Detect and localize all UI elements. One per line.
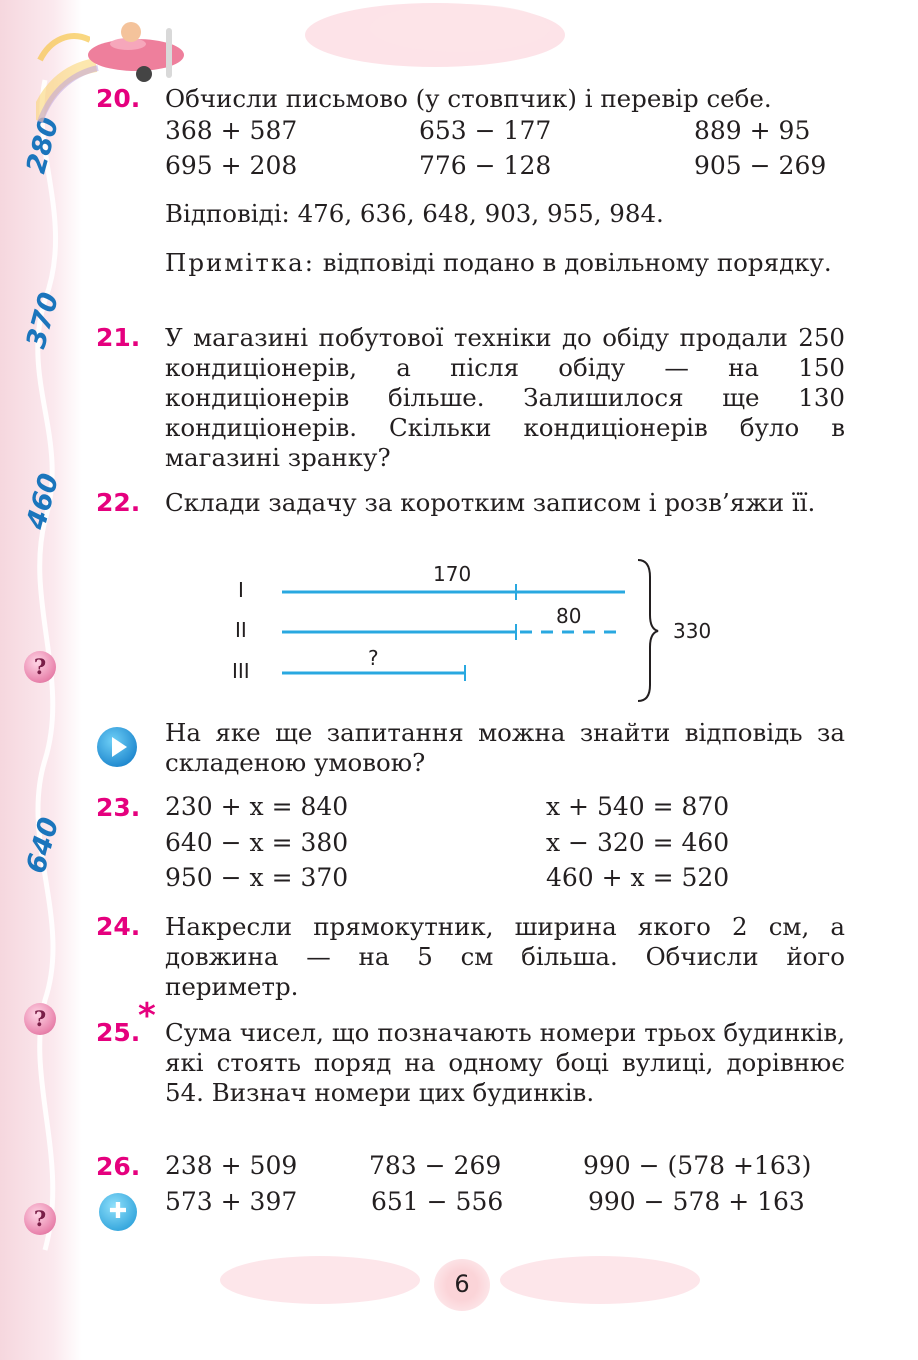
expression: 653 − 177 (419, 116, 552, 145)
note-label: Примітка: (165, 248, 315, 277)
star-mark: * (138, 996, 156, 1036)
page-number: 6 (434, 1259, 490, 1311)
label-total: 330 (673, 619, 712, 643)
task-20-text: Обчисли письмово (у стовпчик) і перевір себе. (165, 84, 772, 113)
task-number-25: 25. (96, 1018, 141, 1047)
expression: 651 − 556 (371, 1187, 504, 1216)
diagram-row-label: I (238, 578, 244, 602)
expression: 990 − 578 + 163 (588, 1187, 805, 1216)
play-icon (97, 727, 137, 767)
extra-question-text: На яке ще запитання можна знайти відповідь за складеною умовою? (165, 718, 845, 777)
equation: 640 − x = 380 (165, 828, 349, 857)
task-number-22: 22. (96, 488, 141, 517)
label-80: 80 (556, 604, 582, 628)
equation: 230 + x = 840 (165, 792, 349, 821)
expression: 783 − 269 (369, 1151, 502, 1180)
expression: 238 + 509 (165, 1151, 298, 1180)
task-number-21: 21. (96, 323, 141, 352)
label-question: ? (368, 646, 379, 670)
question-icon: ? (24, 1203, 56, 1235)
task-23-row (0, 792, 918, 828)
margin-number-640: 640 (20, 814, 66, 877)
expression: 990 − (578 +163) (583, 1151, 812, 1180)
equation: 950 − x = 370 (165, 863, 349, 892)
task-number-24: 24. (96, 912, 141, 941)
equation: 460 + x = 520 (546, 863, 730, 892)
task-20-row (0, 151, 918, 187)
diagram-row-label: II (235, 618, 247, 642)
task-21-text: У магазині побутової техніки до обіду продали 250 кондиціонерів, а після обіду — на 150 кондиціонерів більше. Залишилося ще 130 кондиціонерів. Скільки кондиціонерів було в магазині зранку? (165, 323, 845, 472)
task-23-row (0, 863, 918, 899)
task-20-row (0, 116, 918, 152)
expression: 905 − 269 (694, 151, 827, 180)
task-26-row (0, 1187, 918, 1223)
task-25-text: Сума чисел, що позначають номери трьох будинків, які стоять поряд на одному боці вулиці, дорівнює 54. Визнач номери цих будинків. (165, 1018, 845, 1107)
task-20-note (165, 248, 845, 278)
margin-number-280: 280 (20, 114, 66, 177)
expression: 889 + 95 (694, 116, 811, 145)
task-24-text: Накресли прямокутник, ширина якого 2 см, а довжина — на 5 см більша. Обчисли його периметр. (165, 912, 845, 1001)
task-number-26: 26. (96, 1152, 141, 1181)
task-23-row (0, 828, 918, 864)
equation: x + 540 = 870 (546, 792, 730, 821)
equation: x − 320 = 460 (546, 828, 730, 857)
short-record-diagram (220, 555, 740, 705)
curly-brace (638, 560, 658, 701)
task-20-answers: Відповіді: 476, 636, 648, 903, 955, 984. (165, 199, 664, 228)
label-170: 170 (433, 562, 472, 586)
puzzle-icon: ✚ (99, 1193, 137, 1231)
margin-number-370: 370 (20, 289, 66, 352)
margin-number-460: 460 (20, 470, 66, 533)
note-text: відповіді подано в довільному порядку. (315, 248, 832, 277)
diagram-row-label: III (232, 659, 250, 683)
expression: 776 − 128 (419, 151, 552, 180)
expression: 573 + 397 (165, 1187, 298, 1216)
question-icon: ? (24, 651, 56, 683)
task-22-text: Склади задачу за коротким записом і розв’яжи її. (165, 488, 816, 517)
question-icon: ? (24, 1003, 56, 1035)
task-number-23: 23. (96, 793, 141, 822)
cloud-decoration (300, 0, 570, 70)
expression: 368 + 587 (165, 116, 298, 145)
task-number-20: 20. (96, 84, 141, 113)
expression: 695 + 208 (165, 151, 298, 180)
task-26-row (0, 1151, 918, 1187)
